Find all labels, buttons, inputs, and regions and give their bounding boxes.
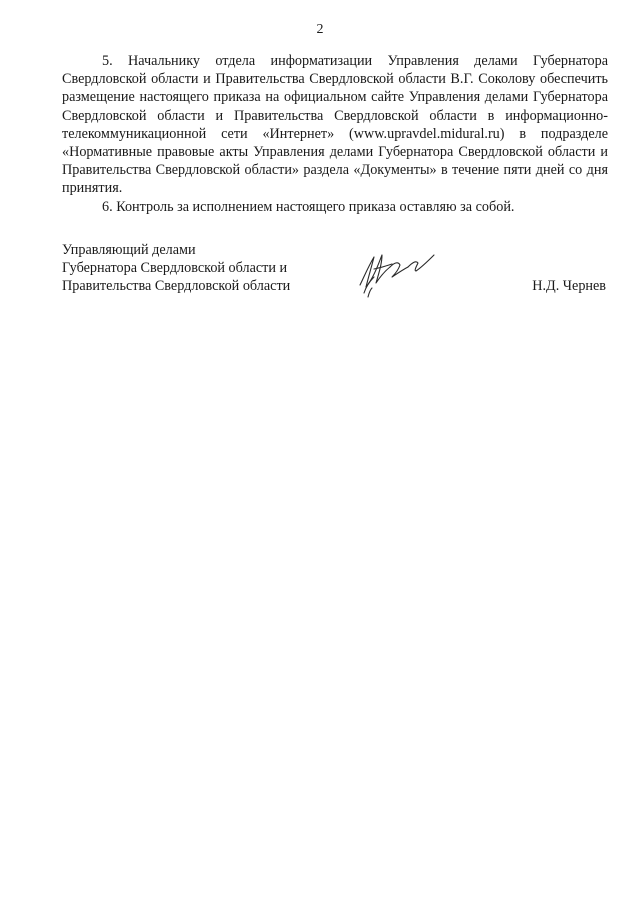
signer-name: Н.Д. Чернев — [532, 278, 606, 294]
signature-block — [62, 241, 608, 321]
paragraph-item-5: 5. Начальнику отдела информатизации Управления делами Губернатора Свердловской области и Правительства Свердловской области В.Г. Соколову обеспечить размещение настоящего приказа на официальном сайте Управления делами Губернатора Свердловской области и Правительства Свердловской области в информационно-телекоммуникационной сети «Интернет» (www.upravdel.midural.ru) в подразделе «Нормативные правовые акты Управления делами Губернатора Свердловской области и Правительства Свердловской области» раздела «Документы» в течение пяти дней со дня принятия. — [62, 53, 608, 197]
page-number: 2 — [316, 22, 324, 37]
paragraph-item-6: 6. Контроль за исполнением настоящего приказа оставляю за собой. — [102, 198, 515, 215]
handwritten-signature-icon — [352, 247, 442, 305]
signer-title: Управляющий делами Губернатора Свердловской области и Правительства Свердловской области — [62, 242, 291, 294]
document-body — [62, 52, 608, 216]
